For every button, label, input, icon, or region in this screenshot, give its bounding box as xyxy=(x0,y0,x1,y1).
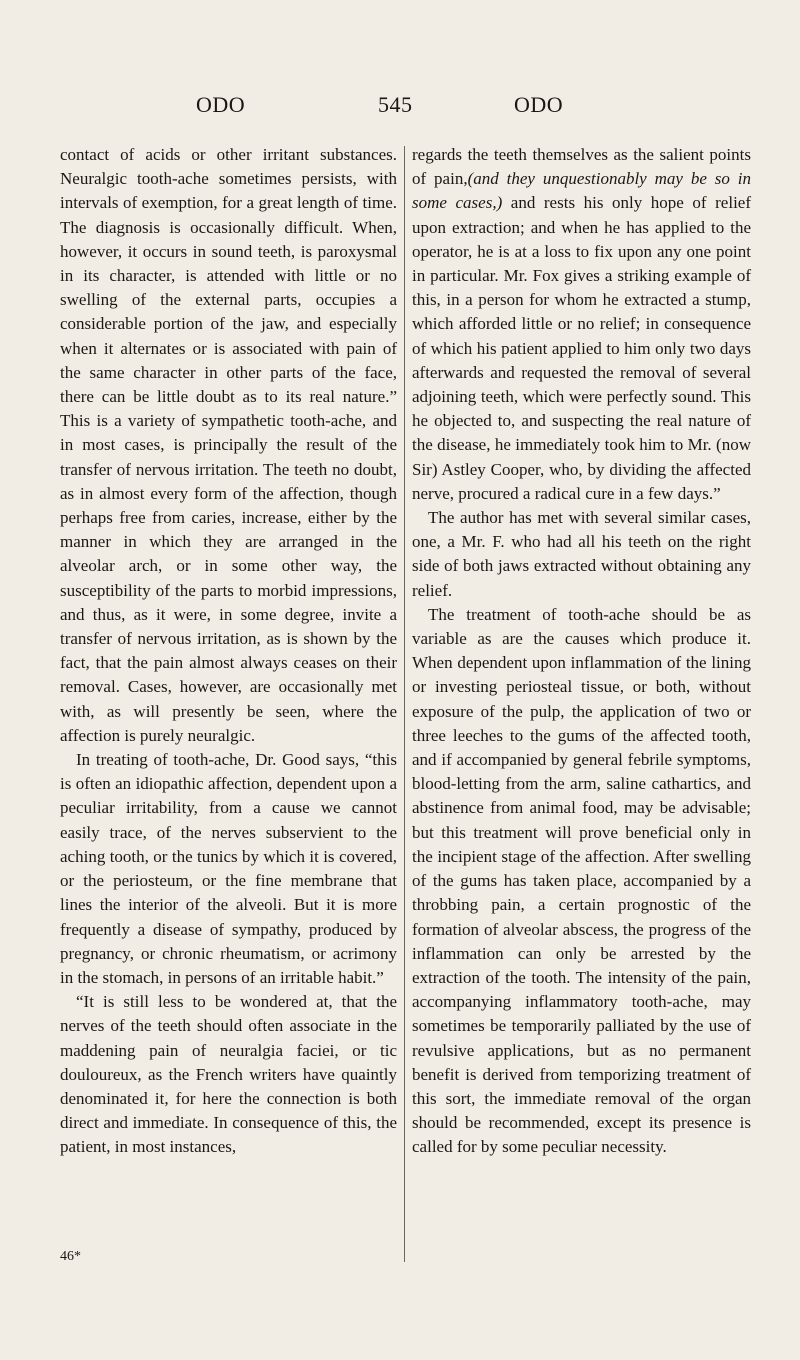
left-column xyxy=(60,143,397,1160)
header-left-word: ODO xyxy=(196,92,246,117)
right-p1-italic-note: (and they unquestionably may be so in some cases,) xyxy=(412,169,751,213)
left-paragraph-2: In treating of tooth-ache, Dr. Good says, “this is often an idiopathic affection, dependent upon a peculiar irritability, from a cause we cannot easily trace, of the nerves subservient to the aching tooth, or the tunics by which it is covered, or the periosteum, or the fine membrane that lines the interior of the alveoli. But it is more frequently a disease of sympathy, produced by pregnancy, or chronic rheumatism, or acrimony in the stomach, in persons of an irritable habit.” xyxy=(60,750,397,987)
right-paragraph-3: The treatment of tooth-ache should be as variable as are the causes which produce it. When dependent upon inflammation of the lining or investing periosteal tissue, or both, without exposure of the pulp, the application of two or three leeches to the gums of the affected tooth, and if accompanied by general febrile symptoms, blood-letting from the arm, saline cathartics, and abstinence from animal food, may be advisable; but this treatment will prove beneficial only in the incipient stage of the affection. After swelling of the gums has taken place, accompanied by a throbbing pain, a certain prognostic of the formation of alveolar abscess, the progress of the inflammation can only be arrested by the extraction of the tooth. The intensity of the pain, accompanying inflammatory tooth-ache, may sometimes be temporarily palliated by the use of revulsive applications, but as no permanent benefit is derived from temporizing treatment of this sort, the immediate removal of the organ should be recommended, except its presence is called for by some peculiar necessity. xyxy=(412,604,751,1157)
right-paragraph-1 xyxy=(412,143,751,506)
page-number: 545 xyxy=(378,92,413,117)
left-paragraph-1: contact of acids or other irritant substances. Neuralgic tooth-ache sometimes persists, with intervals of exemption, for a great length of time. The diagnosis is occasionally difficult. When, however, it occurs in sound teeth, is paroxysmal in its character, is attended with little or no swelling of the external parts, occupies a considerable portion of the jaw, and especially when it alternates or is associated with pain of the same character in other parts of the face, there can be little doubt as to its real nature.” This is a variety of sympathetic tooth-ache, and in most cases, is principally the result of the transfer of nervous irritation. The teeth no doubt, as in almost every form of the affection, though perhaps free from caries, increase, either by the manner in which they are arranged in the alveolar arch, or in some other way, the susceptibility of the parts to morbid impressions, and thus, as it were, in some degree, invite a transfer of nervous irritation, as is shown by the fact, that the pain almost always ceases on their removal. Cases, however, are occasionally met with, as will presently be seen, where the affection is purely neuralgic. xyxy=(60,145,397,745)
column-divider xyxy=(404,146,405,1262)
right-p1-text-a: regards the teeth themselves as the salient points of pain, xyxy=(412,145,751,189)
running-header xyxy=(0,92,800,122)
right-paragraph-2: The author has met with several similar cases, one, a Mr. F. who had all his teeth on the right side of both jaws extracted without obtaining any relief. xyxy=(412,508,751,600)
signature-mark: 46* xyxy=(60,1249,81,1264)
right-p1-text-b: and rests his only hope of relief upon extraction; and when he has applied to the operator, he is at a loss to fix upon any one point in particular. Mr. Fox gives a striking example of this, in a person for whom he extracted a stump, which afforded little or no relief; in consequence of which his patient applied to him only two days afterwards and requested the removal of several adjoining teeth, which were perfectly sound. This he objected to, and suspecting the real nature of the disease, he immediately took him to Mr. (now Sir) Astley Cooper, who, by dividing the affected nerve, procured a radical cure in a few days.” xyxy=(412,193,751,503)
right-column xyxy=(412,143,751,1160)
left-paragraph-3: “It is still less to be wondered at, that the nerves of the teeth should often associate in the maddening pain of neuralgia faciei, or tic douloureux, as the French writers have quaintly denominated it, for here the connection is both direct and immediate. In consequence of this, the patient, in most instances, xyxy=(60,992,397,1157)
header-right-word: ODO xyxy=(514,92,564,117)
